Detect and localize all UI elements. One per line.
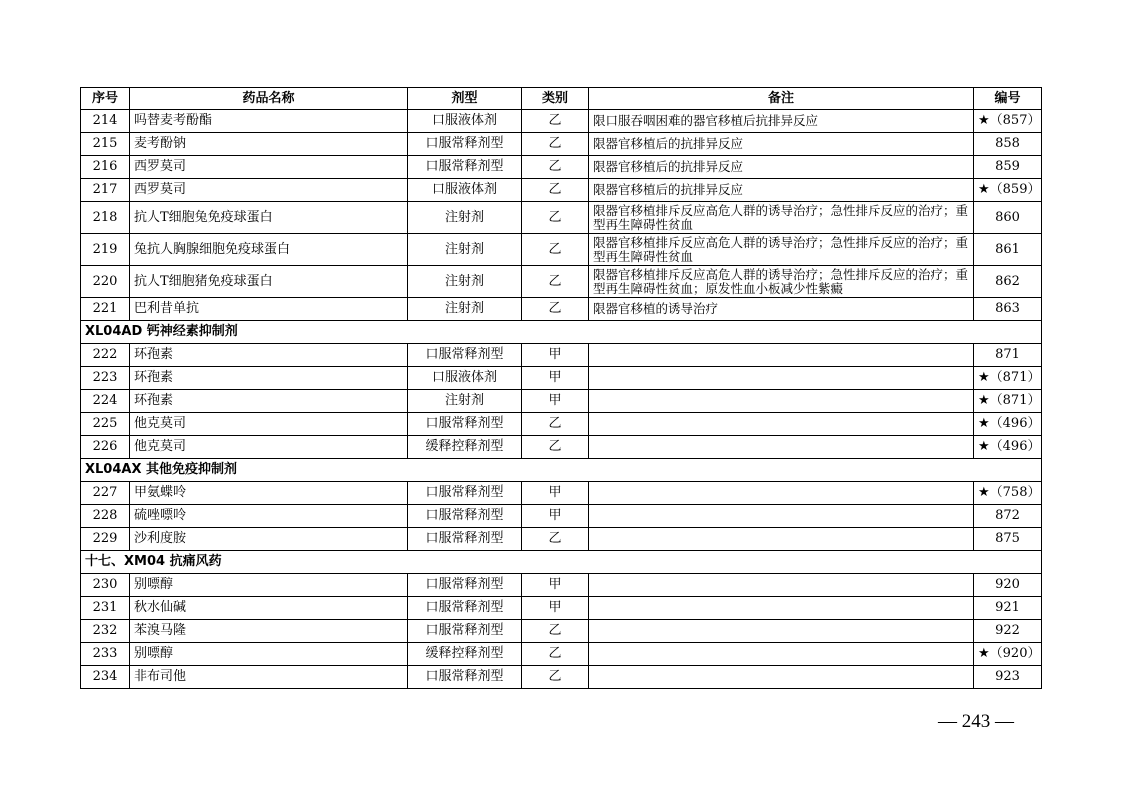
cell-code: 872 xyxy=(974,505,1042,528)
cell-remarks xyxy=(589,643,974,666)
cell-remarks xyxy=(589,344,974,367)
cell-drug-name: 非布司他 xyxy=(130,666,408,689)
cell-code: ★（496） xyxy=(974,413,1042,436)
cell-dosage-form: 口服液体剂 xyxy=(408,110,522,133)
cell-dosage-form: 注射剂 xyxy=(408,266,522,298)
table-row xyxy=(81,482,1042,505)
cell-remarks xyxy=(589,574,974,597)
table-row xyxy=(81,390,1042,413)
cell-dosage-form: 注射剂 xyxy=(408,234,522,266)
cell-drug-name: 沙利度胺 xyxy=(130,528,408,551)
cell-dosage-form: 口服常释剂型 xyxy=(408,597,522,620)
cell-drug-name: 西罗莫司 xyxy=(130,179,408,202)
header-serial-number: 序号 xyxy=(81,88,130,110)
cell-remarks xyxy=(589,390,974,413)
cell-drug-name: 麦考酚钠 xyxy=(130,133,408,156)
cell-dosage-form: 口服常释剂型 xyxy=(408,413,522,436)
cell-category: 甲 xyxy=(522,597,589,620)
table-row xyxy=(81,620,1042,643)
cell-dosage-form: 注射剂 xyxy=(408,202,522,234)
cell-category: 乙 xyxy=(522,298,589,321)
cell-serial-number: 227 xyxy=(81,482,130,505)
cell-dosage-form: 口服常释剂型 xyxy=(408,482,522,505)
cell-drug-name: 他克莫司 xyxy=(130,413,408,436)
table-row xyxy=(81,574,1042,597)
cell-remarks xyxy=(589,597,974,620)
cell-dosage-form: 口服常释剂型 xyxy=(408,620,522,643)
cell-dosage-form: 注射剂 xyxy=(408,390,522,413)
cell-remarks: 限器官移植后的抗排异反应 xyxy=(589,156,974,179)
cell-serial-number: 234 xyxy=(81,666,130,689)
section-header-row xyxy=(81,551,1042,574)
cell-serial-number: 228 xyxy=(81,505,130,528)
cell-code: ★（496） xyxy=(974,436,1042,459)
cell-remarks xyxy=(589,482,974,505)
cell-code: 859 xyxy=(974,156,1042,179)
cell-remarks: 限器官移植后的抗排异反应 xyxy=(589,179,974,202)
header-remarks: 备注 xyxy=(589,88,974,110)
table-row xyxy=(81,179,1042,202)
cell-serial-number: 221 xyxy=(81,298,130,321)
cell-category: 乙 xyxy=(522,202,589,234)
cell-remarks: 限口服吞咽困难的器官移植后抗排异反应 xyxy=(589,110,974,133)
cell-category: 乙 xyxy=(522,666,589,689)
cell-category: 乙 xyxy=(522,266,589,298)
cell-drug-name: 抗人T细胞猪免疫球蛋白 xyxy=(130,266,408,298)
cell-code: 860 xyxy=(974,202,1042,234)
table-row xyxy=(81,436,1042,459)
drug-table xyxy=(80,87,1042,689)
cell-drug-name: 环孢素 xyxy=(130,344,408,367)
cell-dosage-form: 口服常释剂型 xyxy=(408,666,522,689)
section-title: 十七、XM04 抗痛风药 xyxy=(81,551,1042,574)
cell-drug-name: 兔抗人胸腺细胞免疫球蛋白 xyxy=(130,234,408,266)
table-header-row xyxy=(81,88,1042,110)
cell-serial-number: 232 xyxy=(81,620,130,643)
cell-dosage-form: 注射剂 xyxy=(408,298,522,321)
cell-code: 922 xyxy=(974,620,1042,643)
cell-code: 863 xyxy=(974,298,1042,321)
cell-drug-name: 别嘌醇 xyxy=(130,643,408,666)
cell-category: 乙 xyxy=(522,436,589,459)
header-drug-name: 药品名称 xyxy=(130,88,408,110)
cell-serial-number: 222 xyxy=(81,344,130,367)
cell-remarks: 限器官移植排斥反应高危人群的诱导治疗；急性排斥反应的治疗；重型再生障碍性贫血 xyxy=(589,202,974,234)
cell-serial-number: 216 xyxy=(81,156,130,179)
table-row xyxy=(81,133,1042,156)
cell-code: 923 xyxy=(974,666,1042,689)
cell-code: ★（859） xyxy=(974,179,1042,202)
cell-code: 921 xyxy=(974,597,1042,620)
cell-serial-number: 223 xyxy=(81,367,130,390)
header-code: 编号 xyxy=(974,88,1042,110)
cell-drug-name: 抗人T细胞兔免疫球蛋白 xyxy=(130,202,408,234)
cell-dosage-form: 缓释控释剂型 xyxy=(408,436,522,459)
cell-remarks: 限器官移植后的抗排异反应 xyxy=(589,133,974,156)
table-row xyxy=(81,505,1042,528)
cell-code: 920 xyxy=(974,574,1042,597)
cell-code: ★（871） xyxy=(974,390,1042,413)
section-title: XL04AX 其他免疫抑制剂 xyxy=(81,459,1042,482)
cell-dosage-form: 口服液体剂 xyxy=(408,367,522,390)
section-title: XL04AD 钙神经素抑制剂 xyxy=(81,321,1042,344)
table-row xyxy=(81,266,1042,298)
cell-remarks: 限器官移植的诱导治疗 xyxy=(589,298,974,321)
cell-dosage-form: 口服常释剂型 xyxy=(408,574,522,597)
cell-drug-name: 西罗莫司 xyxy=(130,156,408,179)
cell-serial-number: 215 xyxy=(81,133,130,156)
cell-code: 862 xyxy=(974,266,1042,298)
cell-drug-name: 甲氨蝶呤 xyxy=(130,482,408,505)
cell-drug-name: 别嘌醇 xyxy=(130,574,408,597)
cell-code: 861 xyxy=(974,234,1042,266)
cell-category: 甲 xyxy=(522,574,589,597)
cell-remarks xyxy=(589,413,974,436)
cell-code: ★（871） xyxy=(974,367,1042,390)
cell-serial-number: 233 xyxy=(81,643,130,666)
cell-serial-number: 218 xyxy=(81,202,130,234)
cell-serial-number: 225 xyxy=(81,413,130,436)
cell-remarks xyxy=(589,505,974,528)
cell-category: 甲 xyxy=(522,344,589,367)
cell-serial-number: 231 xyxy=(81,597,130,620)
cell-serial-number: 220 xyxy=(81,266,130,298)
table-row xyxy=(81,298,1042,321)
cell-code: 858 xyxy=(974,133,1042,156)
cell-drug-name: 秋水仙碱 xyxy=(130,597,408,620)
cell-drug-name: 他克莫司 xyxy=(130,436,408,459)
cell-code: ★（920） xyxy=(974,643,1042,666)
cell-drug-name: 环孢素 xyxy=(130,367,408,390)
cell-category: 乙 xyxy=(522,528,589,551)
cell-serial-number: 229 xyxy=(81,528,130,551)
table-row xyxy=(81,110,1042,133)
table-row xyxy=(81,643,1042,666)
cell-category: 乙 xyxy=(522,133,589,156)
cell-drug-name: 巴利昔单抗 xyxy=(130,298,408,321)
cell-code: 875 xyxy=(974,528,1042,551)
header-dosage-form: 剂型 xyxy=(408,88,522,110)
cell-drug-name: 硫唑嘌呤 xyxy=(130,505,408,528)
table-row xyxy=(81,344,1042,367)
cell-drug-name: 环孢素 xyxy=(130,390,408,413)
cell-drug-name: 苯溴马隆 xyxy=(130,620,408,643)
cell-serial-number: 230 xyxy=(81,574,130,597)
cell-code: ★（857） xyxy=(974,110,1042,133)
table-row xyxy=(81,528,1042,551)
cell-remarks xyxy=(589,436,974,459)
table-row xyxy=(81,597,1042,620)
cell-category: 乙 xyxy=(522,620,589,643)
cell-category: 乙 xyxy=(522,156,589,179)
cell-dosage-form: 口服常释剂型 xyxy=(408,133,522,156)
table-row xyxy=(81,666,1042,689)
cell-dosage-form: 口服常释剂型 xyxy=(408,505,522,528)
cell-category: 甲 xyxy=(522,367,589,390)
cell-dosage-form: 口服液体剂 xyxy=(408,179,522,202)
cell-remarks: 限器官移植排斥反应高危人群的诱导治疗；急性排斥反应的治疗；重型再生障碍性贫血；原发性血小板减少性紫癜 xyxy=(589,266,974,298)
table-row xyxy=(81,234,1042,266)
cell-category: 甲 xyxy=(522,482,589,505)
cell-remarks xyxy=(589,367,974,390)
cell-category: 乙 xyxy=(522,234,589,266)
cell-remarks xyxy=(589,666,974,689)
table-row xyxy=(81,156,1042,179)
table-body xyxy=(81,110,1042,689)
cell-remarks: 限器官移植排斥反应高危人群的诱导治疗；急性排斥反应的治疗；重型再生障碍性贫血 xyxy=(589,234,974,266)
cell-category: 乙 xyxy=(522,110,589,133)
cell-serial-number: 226 xyxy=(81,436,130,459)
cell-serial-number: 214 xyxy=(81,110,130,133)
cell-serial-number: 217 xyxy=(81,179,130,202)
table-row xyxy=(81,413,1042,436)
cell-dosage-form: 口服常释剂型 xyxy=(408,528,522,551)
cell-code: ★（758） xyxy=(974,482,1042,505)
cell-drug-name: 吗替麦考酚酯 xyxy=(130,110,408,133)
cell-dosage-form: 口服常释剂型 xyxy=(408,156,522,179)
cell-remarks xyxy=(589,620,974,643)
page-number: — 243 — xyxy=(938,711,1014,732)
cell-category: 甲 xyxy=(522,390,589,413)
cell-code: 871 xyxy=(974,344,1042,367)
cell-serial-number: 224 xyxy=(81,390,130,413)
cell-remarks xyxy=(589,528,974,551)
cell-dosage-form: 口服常释剂型 xyxy=(408,344,522,367)
header-category: 类别 xyxy=(522,88,589,110)
cell-category: 乙 xyxy=(522,413,589,436)
cell-category: 乙 xyxy=(522,179,589,202)
section-header-row xyxy=(81,459,1042,482)
table-row xyxy=(81,367,1042,390)
cell-dosage-form: 缓释控释剂型 xyxy=(408,643,522,666)
table-row xyxy=(81,202,1042,234)
section-header-row xyxy=(81,321,1042,344)
cell-category: 甲 xyxy=(522,505,589,528)
cell-category: 乙 xyxy=(522,643,589,666)
cell-serial-number: 219 xyxy=(81,234,130,266)
